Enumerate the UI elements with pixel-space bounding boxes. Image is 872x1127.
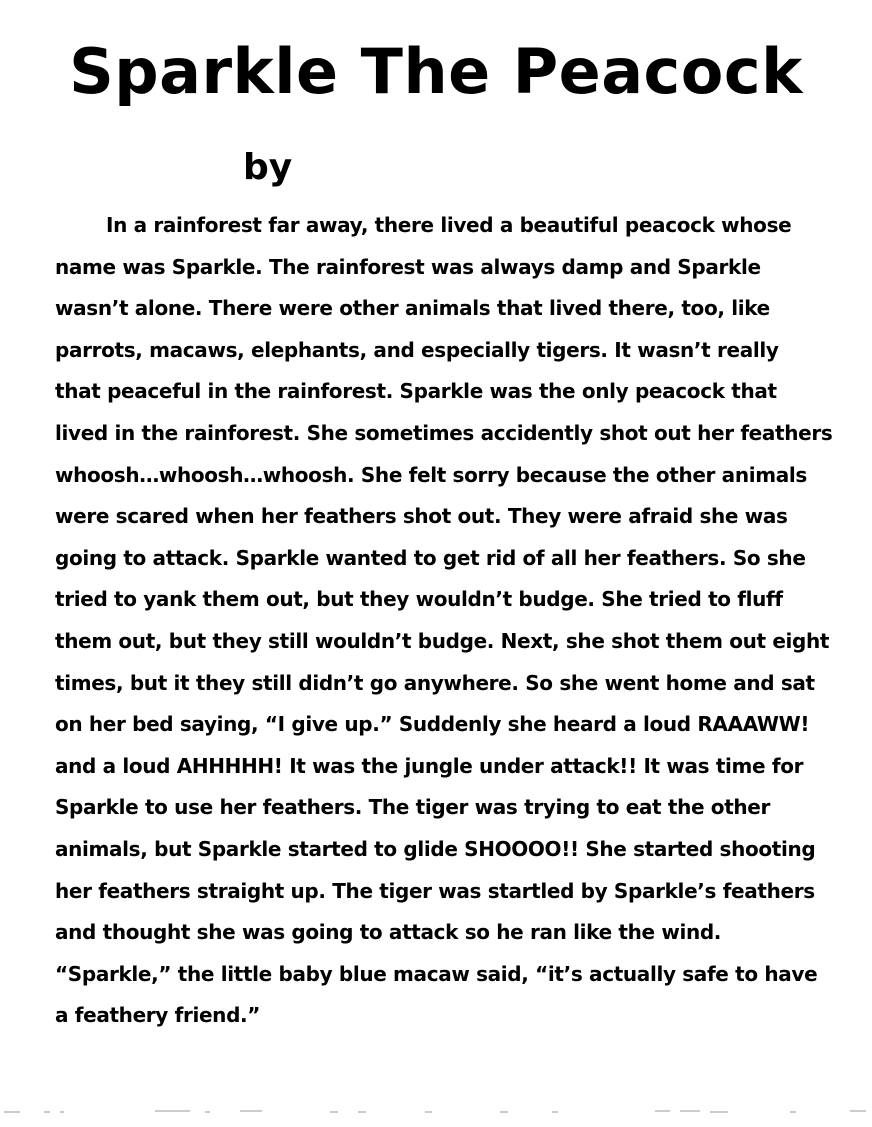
story-title: Sparkle The Peacock [69,35,803,108]
story-line: “Sparkle,” the little baby blue macaw said, “it’s actually safe to have [55,961,818,986]
byline: by [243,147,293,188]
scan-mark-group [4,1111,866,1112]
story-line: on her bed saying, “I give up.” Suddenly she heard a loud RAAAWW! [55,712,810,737]
story-line: parrots, macaws, elephants, and especially tigers. It wasn’t really [55,337,779,362]
story-line: In a rainforest far away, there lived a beautiful peacock whose [106,213,792,237]
story-line: animals, but Sparkle started to glide SHOOOO!! She started shooting [55,836,816,861]
story-line: were scared when her feathers shot out. They were afraid she was [55,504,788,529]
story-body [55,205,835,1037]
story-line: name was Sparkle. The rainforest was always damp and Sparkle [55,254,761,279]
story-line: a feathery friend.” [55,1003,261,1028]
story-line: tried to yank them out, but they wouldn’t budge. She tried to fluff [55,587,783,612]
story-line: going to attack. Sparkle wanted to get rid of all her feathers. So she [55,545,806,570]
story-line: and thought she was going to attack so he ran like the wind. [55,920,722,945]
story-line: her feathers straight up. The tiger was startled by Sparkle’s feathers [55,878,815,903]
story-line: Sparkle to use her feathers. The tiger was trying to eat the other [55,795,771,820]
story-line: and a loud AHHHHH! It was the jungle under attack!! It was time for [55,753,804,778]
story-line: wasn’t alone. There were other animals that lived there, too, like [55,296,770,321]
story-line: times, but it they still didn’t go anywhere. So she went home and sat [55,670,815,695]
story-line: lived in the rainforest. She sometimes accidently shot out her feathers [55,420,833,445]
story-line: whoosh…whoosh…whoosh. She felt sorry because the other animals [55,462,807,487]
scan-artifact-marks [0,1106,872,1118]
story-line: that peaceful in the rainforest. Sparkle was the only peacock that [55,379,777,404]
story-line: them out, but they still wouldn’t budge. Next, she shot them out eight [55,628,830,653]
